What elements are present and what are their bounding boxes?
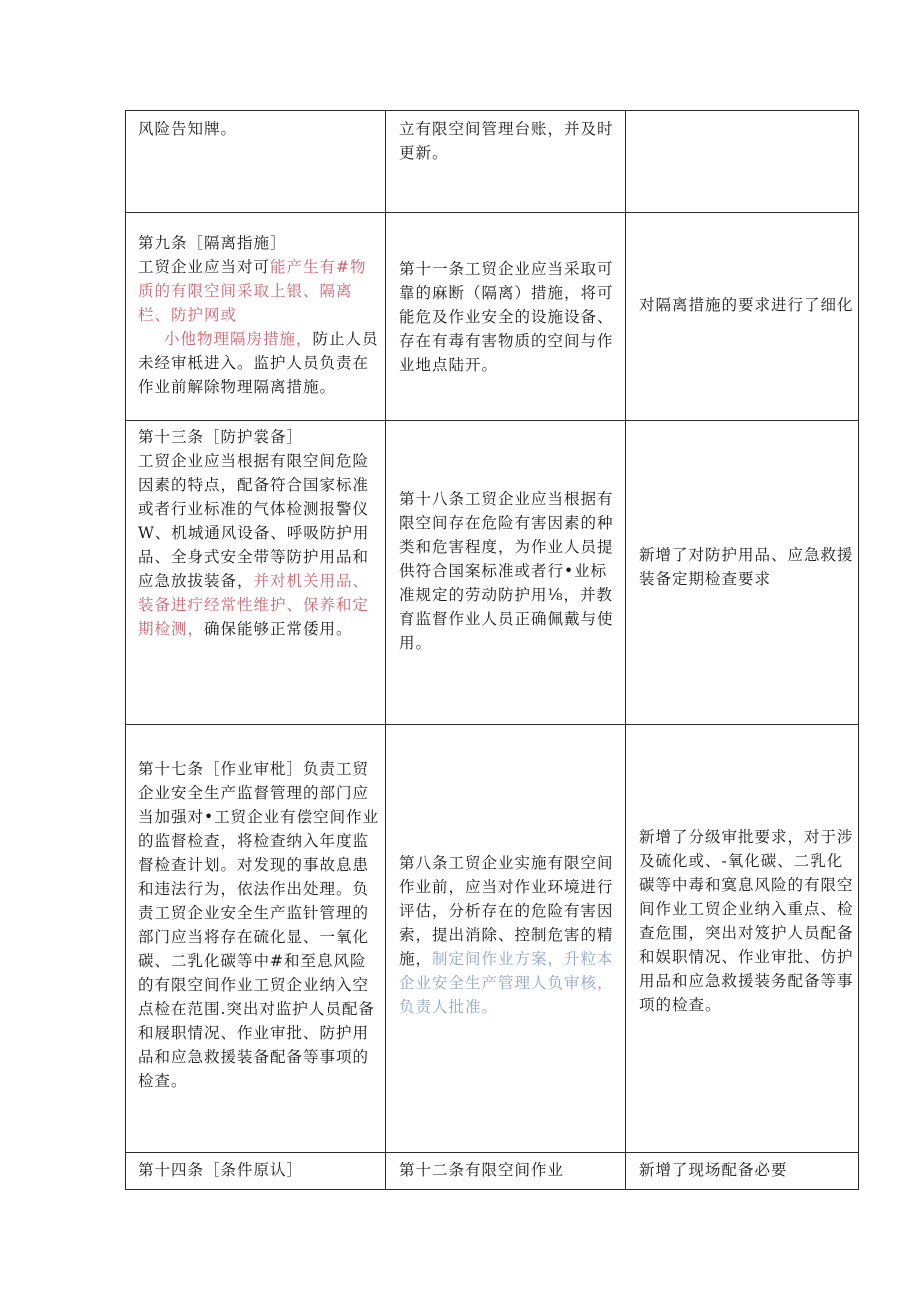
cell-text: 第十二条有限空间作业	[399, 1161, 565, 1179]
cell-text: 第十七条［作业审枇］负责工贸企业安全生产监督管理的部门应当加强对•工贸企业有偿空间作业的监督检查，将检查纳入年度监督检查计划。对发现的事故息患和违法行为，依法作出处理。负责工贸企业安全生产监针管理的部门应当将存在硫化显、一氧化碳、二乳化碳等中#和至息风险的有限空间作业工贸企业纳入空点检在范围.突出对监护人员配备和屐职情况、作业审批、防护用品和应急救援装备配备等事项的检查。	[138, 760, 380, 1090]
text-segment: 第八条工贸企业实施有限空间作业前，应当对作业环境进行评估，分析存在的危险有害因索，提出消除、控制危害的精施，	[399, 854, 614, 968]
cell-text: 第十一条工贸企业应当采取可靠的麻断（隔离）措施，将可能危及作业安全的设施设备、存在有毒有害物质的空间与作业地点陆开。	[399, 260, 614, 374]
cell-text: 第十八条工贸企业应当根据有限空间存在危险有害因素的种类和危害程度，为作业人员提供符合国案标准或者行•业标准规定的劳动防护用⅛，并教育监督作业人员正确佩戴与使用。	[399, 490, 614, 652]
cell-text: 新增了现场配备必要	[639, 1161, 788, 1179]
article-title: 第九条［隔离指施］	[138, 234, 287, 252]
table-cell-note	[626, 213, 859, 421]
cell-text: 风险告知牌。	[138, 120, 238, 138]
text-segment: 防止人员未经审柢进入。监护人员负责在作业前解除物理隔离措施。	[138, 330, 379, 396]
table-row	[126, 421, 859, 725]
cell-text: 新增了分级审批要求，对于涉及硫化或、-氧化碳、二乳化碳等中毒和寞息风险的有限空间作业工贸企业纳入重点、检查危围，突出对笈护人员配备和娱职情况、作业审批、仿护用品和应急救援装务配备等事项的检查。	[639, 828, 854, 1014]
table-cell-old	[126, 213, 386, 421]
table-cell-old	[126, 421, 386, 725]
table-cell-old	[126, 725, 386, 1153]
table-cell-new	[386, 213, 626, 421]
table-cell-old	[126, 111, 386, 213]
table-cell-new	[386, 725, 626, 1153]
text-segment: 工贸企业应当根据有限空间危险因素的特点，配备符合国家标准或者行业标准的气体检测报警仪W、机城通风设备、呼吸防护用品、全身式安全带等防护用品和应急放拔装备，	[138, 452, 370, 590]
highlight-text: 能产生有#物质的有限空间采取上银、隔离栏、防护网或	[138, 258, 367, 324]
comparison-table	[125, 110, 859, 1190]
cell-text: 新增了对防护用品、应急救援装备定期检查要求	[639, 546, 854, 588]
cell-text: 立有限空间管理台账，并及时更新。	[399, 120, 614, 162]
table-cell-note	[626, 421, 859, 725]
table-cell-old	[126, 1153, 386, 1190]
highlight-text: 并对机关用品、装备进疔经常性维护、保养和定期检测，	[138, 572, 370, 638]
table-row	[126, 213, 859, 421]
cell-text: 对隔离措施的要求进行了细化	[639, 296, 854, 314]
table-cell-new	[386, 1153, 626, 1190]
table-row	[126, 111, 859, 213]
cell-text	[386, 725, 625, 1019]
table-cell-note	[626, 111, 859, 213]
table-cell-note	[626, 725, 859, 1153]
cell-text	[126, 421, 385, 641]
cell-text	[126, 213, 385, 399]
article-title: 第十三条［防护裳备］	[138, 428, 304, 446]
cell-text	[626, 111, 858, 117]
highlight-text: 制定间作业方案，升粒本企业安全生产管理人负审核，负责人批准。	[399, 950, 614, 1016]
table-row	[126, 1153, 859, 1190]
text-segment: 工贸企业应当对可	[138, 258, 271, 276]
cell-text: 第十四条［条件原认］	[138, 1161, 304, 1179]
highlight-text: 小他物理隔房措施，	[164, 330, 313, 348]
table-cell-new	[386, 111, 626, 213]
table-cell-note	[626, 1153, 859, 1190]
text-segment: 确保能够正常倭用。	[204, 620, 353, 638]
table-row	[126, 725, 859, 1153]
table-cell-new	[386, 421, 626, 725]
